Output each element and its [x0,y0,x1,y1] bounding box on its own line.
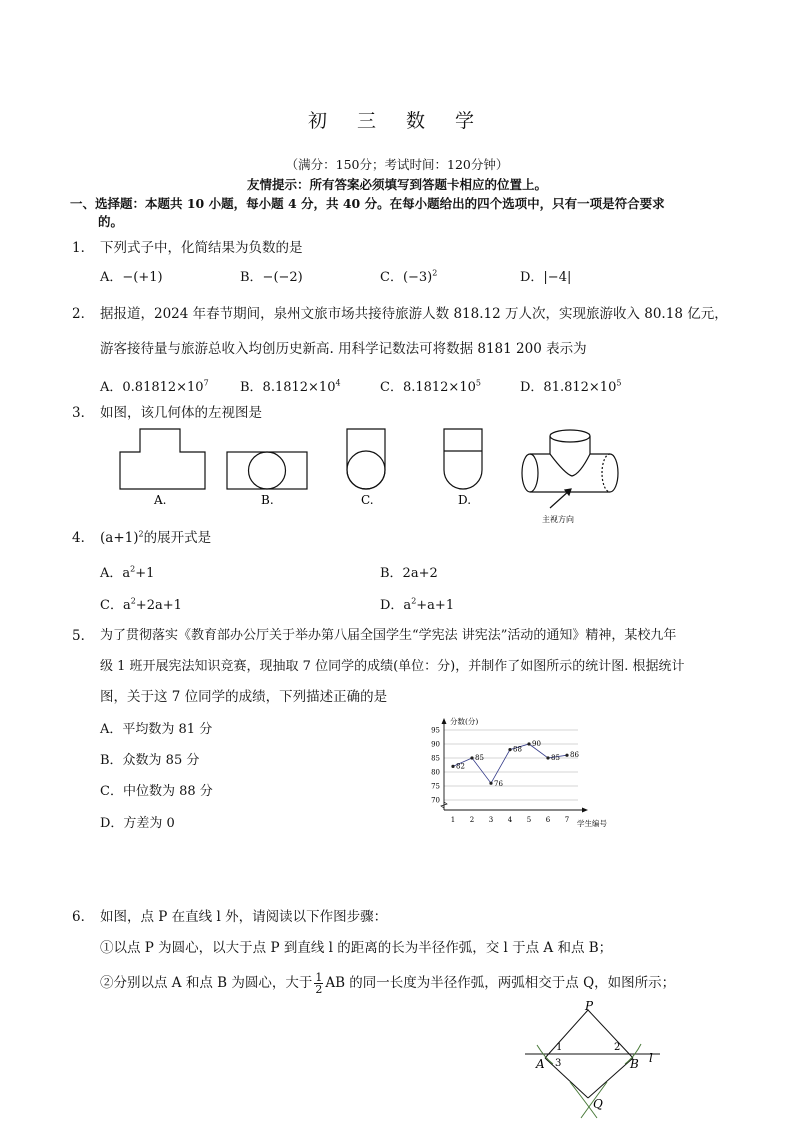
point-q-label: Q [593,1097,603,1111]
x-tick-label: 6 [545,816,551,824]
construction-figure [515,1000,675,1120]
question-number: 4． [72,530,95,546]
line-l-label: l [649,1051,653,1065]
option-c: C．$(-3)^2$ [380,268,438,285]
direction-label: 主视方向 [542,515,574,524]
x-tick-label: 3 [488,816,494,824]
page-title: 初 三 数 学 [307,110,487,132]
question-stem-line3: 图，关于这 7 位同学的成绩，下列描述正确的是 [100,689,388,705]
option-a: A．−(+1) [100,270,163,285]
angle-3-label: 3 [555,1058,562,1069]
data-label: 88 [513,745,522,754]
data-label: 86 [570,751,579,760]
option-a: A．$0.81812\times 10^7$ [100,378,209,395]
segment-bq [588,1058,633,1098]
option-d: D．$a^2+a+1$ [380,596,455,613]
question-stem-line1: 为了贯彻落实《教育部办公厅关于举办第八届全国学生“学宪法 讲宪法”活动的通知》精神，某校九年 [100,628,677,643]
section-heading: 一、选择题：本题共 10 小题，每小题 4 分，共 40 分。在每小题给出的四个选项中，只有一项是符合要求 [70,196,665,211]
segment-pb [588,1010,633,1058]
data-point [451,765,454,768]
angle-2-label: 2 [614,1042,621,1053]
data-point [489,782,492,785]
angle-1-label: 1 [556,1042,563,1053]
segment-pa [545,1010,588,1058]
label-d: D. [458,493,472,507]
point-a-label: A [536,1057,545,1071]
x-tick-label: 7 [564,816,570,824]
question-number: 1． [72,240,95,256]
question-number: 2． [72,306,95,322]
solid-3d [522,430,618,492]
chart-marks [451,740,579,788]
score-line-chart [420,712,630,832]
option-a: A．$a^2+1$ [100,564,155,581]
y-tick-label: 80 [431,768,440,777]
option-d: D．|−4| [520,270,572,285]
point-p-label: P [585,1000,594,1013]
point-b-label: B [630,1057,639,1071]
x-tick-label: 4 [507,816,513,824]
question-stem-line1: 据报道，2024 年春节期间，泉州文旅市场共接待旅游人数 818.12 万人次，实现旅游收入 80.18 亿元， [100,306,728,322]
segment-aq [545,1058,588,1098]
data-point [470,756,473,759]
question-stem: $(a+1)^2$的展开式是 [100,529,212,546]
option-c: C．$8.1812\times 10^5$ [380,378,481,395]
y-tick-label: 75 [431,782,440,791]
question-stem-line2: 级 1 班开展宪法知识竞赛，现抽取 7 位同学的成绩(单位：分)，并制作了如图所示的统计图. 根据统计 [100,659,685,674]
y-tick-label: 70 [431,796,440,805]
option-b: B．−(−2) [240,270,303,285]
y-axis-arrow [442,718,447,724]
view-d-u-shape [444,429,482,489]
option-c: C．$a^2+2a+1$ [100,596,182,613]
view-b-circle [249,452,286,489]
data-label: 82 [456,762,465,771]
data-label: 85 [475,754,484,762]
question-number: 3． [72,405,95,421]
option-d: D．方差为 0 [100,816,175,831]
label-c: C. [361,493,374,507]
x-tick-label: 1 [450,816,456,824]
label-b: B. [261,493,274,507]
x-tick-label: 2 [469,816,475,824]
data-point [527,742,530,745]
question-stem-line2: 游客接待量与旅游总收入均创历史新高. 用科学记数法可将数据 8181 200 表示为 [100,341,587,357]
data-label: 90 [532,740,541,748]
data-label: 76 [494,780,503,789]
option-c: C．中位数为 88 分 [100,784,213,799]
question-stem: 如图，点 P 在直线 l 外，请阅读以下作图步骤： [100,909,388,925]
data-point [565,754,568,757]
step-1: ①以点 P 为圆心，以大于点 P 到直线 l 的距离的长为半径作弧，交 l 于点 A 和点 B； [100,940,613,956]
y-axis-label: 分数(分) [450,717,479,726]
question-stem: 下列式子中，化简结果为负数的是 [100,240,303,256]
view-a-shape [120,429,205,489]
x-tick-label: 5 [526,816,532,824]
y-tick-label: 95 [431,726,440,735]
x-axis-label: 学生编号 [577,819,607,828]
data-point [508,748,511,751]
fraction-half: $\frac{1}{2}$ [315,971,323,996]
data-label: 85 [551,754,560,762]
step-2: ②分别以点 A 和点 B 为圆心，大于 $\frac{1}{2}$ AB 的同一长度为半径作弧，两弧相交于点 Q，如图所示； [100,971,676,996]
view-c-u-shape [347,429,385,489]
view-b-rect [227,452,307,489]
data-point [546,756,549,759]
question-stem: 如图，该几何体的左视图是 [100,405,262,421]
y-tick-label: 90 [431,740,440,749]
option-d: D．$81.812\times 10^5$ [520,378,622,395]
exam-meta: （满分：150分；考试时间：120分钟） [285,157,509,172]
view-c-circle [347,451,385,489]
option-a: A．平均数为 81 分 [100,722,213,737]
q3-views-figure [110,424,630,528]
section-heading-cont: 的。 [98,214,124,229]
label-a: A. [154,493,167,507]
chart-axes [431,718,588,824]
friendly-tip: 友情提示：所有答案必须填写到答题卡相应的位置上。 [246,177,547,192]
question-number: 5． [72,628,95,644]
y-tick-label: 85 [431,754,440,763]
question-number: 6． [72,909,95,925]
option-b: B．众数为 85 分 [100,753,200,768]
option-b: B．$8.1812\times 10^4$ [240,378,341,395]
option-b: B．2a+2 [380,566,438,581]
x-axis-arrow [582,808,588,813]
